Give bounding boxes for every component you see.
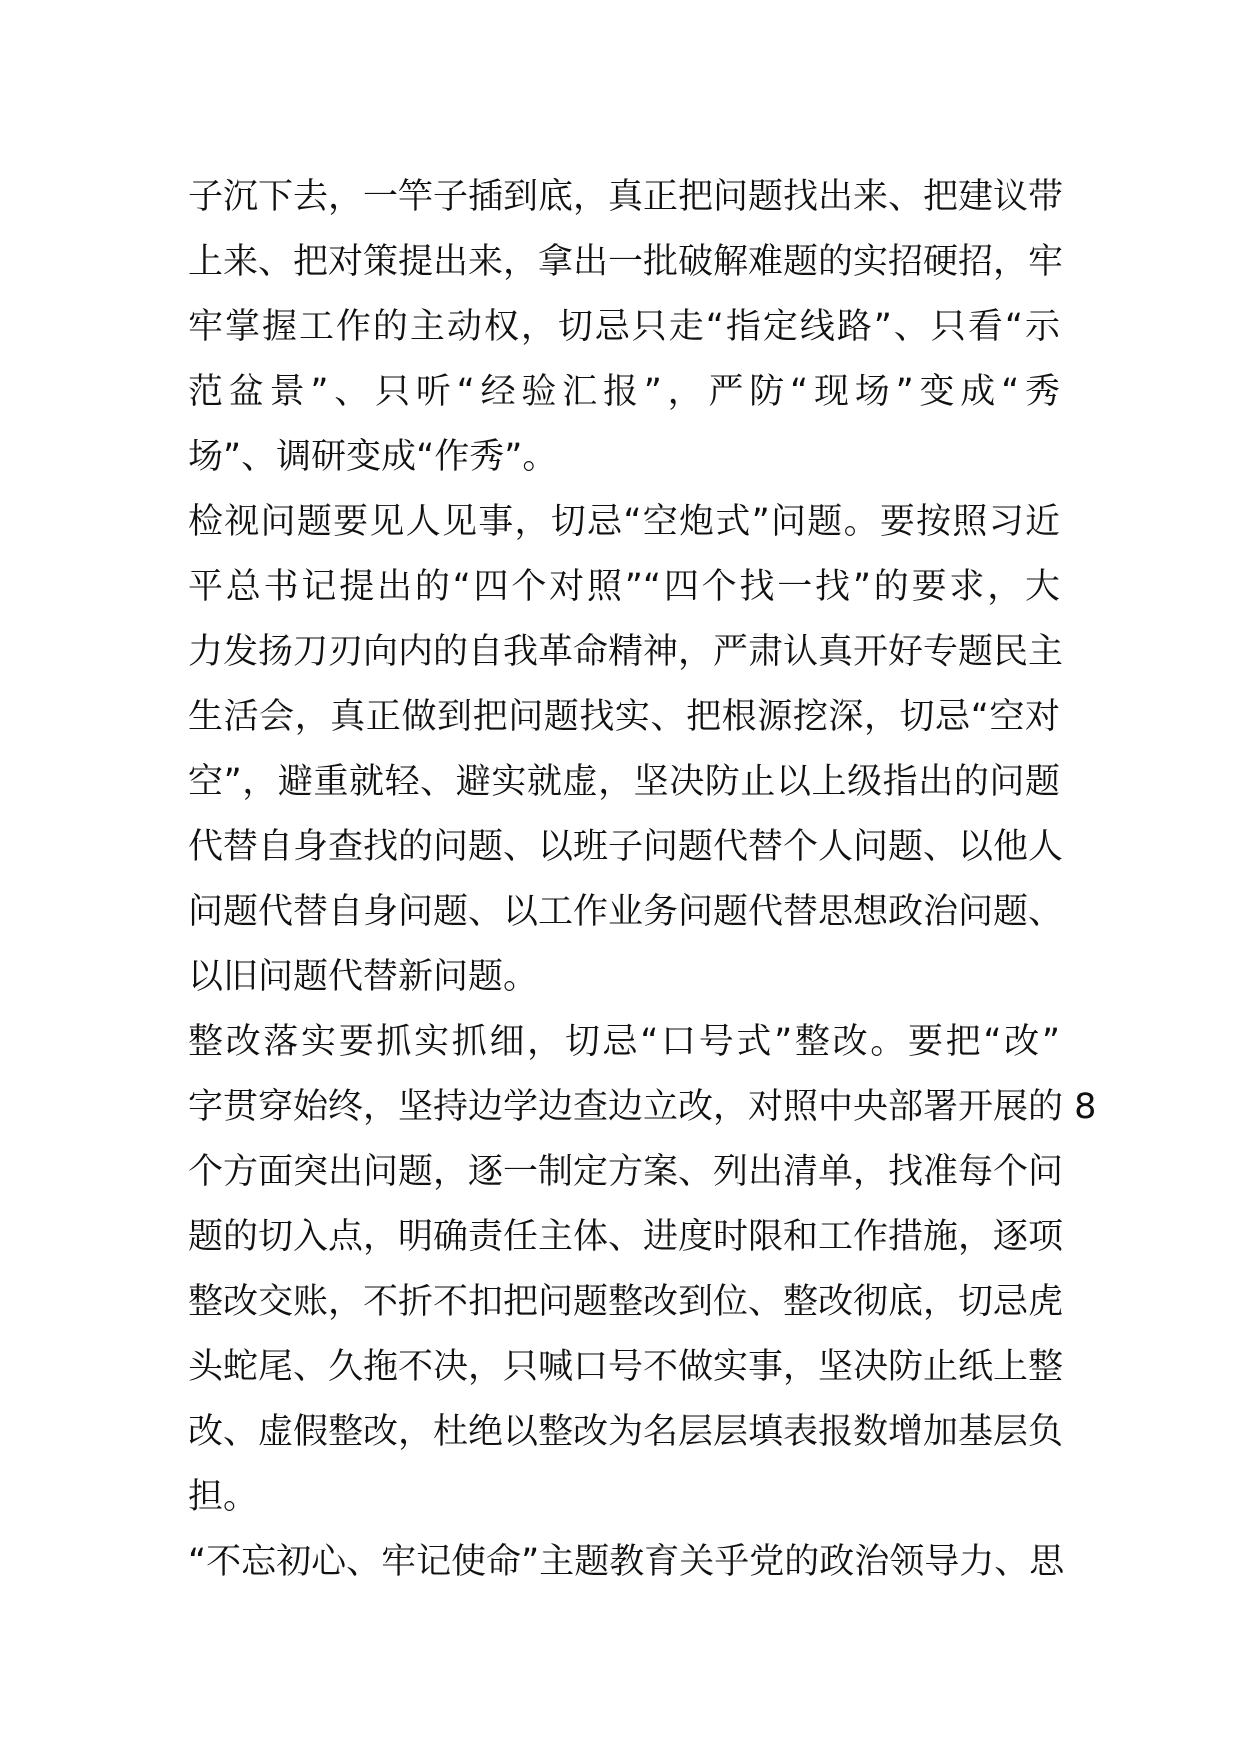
text-line: 空”，避重就轻、避实就虚，坚决防止以上级指出的问题	[188, 762, 1060, 802]
text-line: 场”、调研变成“作秀”。	[188, 437, 558, 477]
text-line: 题的切入点，明确责任主体、进度时限和工作措施，逐项	[188, 1217, 1064, 1257]
text-line: 上来、把对策提出来，拿出一批破解难题的实招硬招，牢	[188, 242, 1064, 282]
paragraph	[188, 1010, 1097, 1530]
text-line: 子沉下去，一竿子插到底，真正把问题找出来、把建议带	[188, 177, 1064, 217]
paragraph	[188, 490, 1064, 1010]
text-line: 平总书记提出的“四个对照”“四个找一找”的要求，大	[188, 567, 1060, 607]
paragraph	[188, 1530, 1065, 1595]
document-body	[188, 165, 1097, 1595]
text-line: 整改落实要抓实抓细，切忌“口号式”整改。要把“改”	[188, 1022, 1060, 1062]
text-line: 改、虚假整改，杜绝以整改为名层层填表报数增加基层负	[188, 1412, 1064, 1452]
text-line: 力发扬刀刃向内的自我革命精神，严肃认真开好专题民主	[188, 632, 1064, 672]
text-line: 担。	[188, 1477, 259, 1517]
text-line: 生活会，真正做到把问题找实、把根源挖深，切忌“空对	[188, 697, 1060, 737]
text-line: 以旧问题代替新问题。	[188, 957, 539, 997]
text-line: “不忘初心、牢记使命”主题教育关乎党的政治领导力、思	[188, 1542, 1065, 1582]
text-line: 问题代替自身问题、以工作业务问题代替思想政治问题、	[188, 892, 1064, 932]
paragraph	[188, 165, 1064, 490]
text-line: 检视问题要见人见事，切忌“空炮式”问题。要按照习近	[188, 502, 1060, 542]
text-line: 个方面突出问题，逐一制定方案、列出清单，找准每个问	[188, 1152, 1064, 1192]
text-line: 整改交账，不折不扣把问题整改到位、整改彻底，切忌虎	[188, 1282, 1064, 1322]
text-line: 头蛇尾、久拖不决，只喊口号不做实事，坚决防止纸上整	[188, 1347, 1064, 1387]
text-line: 范盆景”、只听“经验汇报”，严防“现场”变成“秀	[188, 372, 1060, 412]
text-line: 代替自身查找的问题、以班子问题代替个人问题、以他人	[188, 827, 1064, 867]
text-line: 字贯穿始终，坚持边学边查边立改，对照中央部署开展的 8	[188, 1087, 1097, 1127]
text-line: 牢掌握工作的主动权，切忌只走“指定线路”、只看“示	[188, 307, 1060, 347]
